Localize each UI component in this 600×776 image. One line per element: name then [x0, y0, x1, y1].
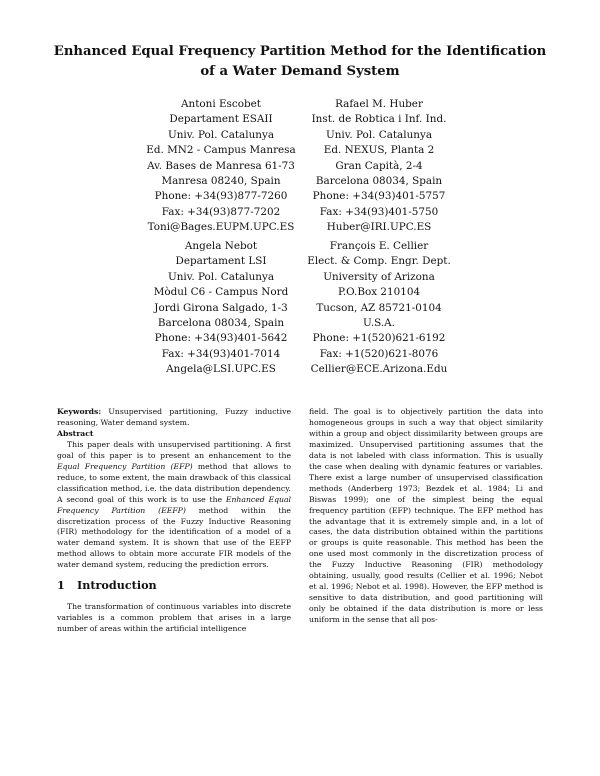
author-fax: Fax: +34(93)401-7014: [161, 347, 281, 360]
keywords-label: Keywords:: [57, 407, 102, 416]
author-address: Ed. NEXUS, Planta 2: [323, 144, 435, 157]
author-affiliation: Univ. Pol. Catalunya: [167, 270, 275, 283]
author-address: Ed. MN2 - Campus Manresa: [146, 144, 296, 157]
abstract-text: method that allows to reduce, to some extent, the main drawback of this classical classification method, i.e. the data distribution dependency. A second goal of this work is to use the: [57, 461, 291, 504]
author-email: Cellier@ECE.Arizona.Edu: [310, 363, 448, 376]
abstract-heading: Abstract: [57, 428, 94, 438]
author-name: Antoni Escobet: [181, 98, 261, 110]
author-affiliation: Departament LSI: [175, 255, 267, 268]
left-column: [57, 407, 291, 635]
author-affiliation: Departament ESAII: [169, 113, 273, 126]
author-address: U.S.A.: [363, 317, 395, 330]
author-block: [298, 239, 460, 378]
section-title: Introduction: [77, 578, 157, 593]
author-name: Angela Nebot: [184, 240, 258, 252]
paper-title: [40, 42, 560, 82]
abstract-body: [57, 440, 291, 571]
keywords: [57, 407, 291, 429]
author-fax: Fax: +34(93)401-5750: [319, 205, 439, 218]
right-column: [309, 407, 543, 626]
keywords-text: Unsupervised partitioning, Fuzzy inductive reasoning, Water demand system.: [57, 407, 292, 427]
abstract-emphasis: Equal Frequency Partition (EFP): [57, 461, 193, 471]
intro-paragraph-continued: field. The goal is to objectively partition the data into homogeneous groups in such a way that object similarity within a group and object dissimilarity between groups are maximized. Unsupervised partitioning assumes that the data is not labeled with class information. This is usually the case when dealing with dynamic features or variables. There exist a large number of unsupervised classification methods (Anderberg 1973; Bezdek et al. 1984; Li and Biswas 1999); one of the simplest being the equal frequency partition (EFP) technique. The EFP method has the advantage that it is extremely simple and, in a lot of cases, the data distribution obtained within the partitions or groups is quite reasonable. This method has been the one used most commonly in the discretization process of the Fuzzy Inductive Reasoning (FIR) methodology obtaining, usually, good results (Cellier et al. 1996; Nebot et al. 1996; Nebot et al. 1998). However, the EFP method is sensitive to data distribution, and good partitioning will only be obtained if the data distribution is more or less uniform in the sense that all pos-: [309, 407, 543, 625]
author-affiliation: Inst. de Robtica i Inf. Ind.: [311, 113, 447, 126]
author-address: Av. Bases de Manresa 61-73: [147, 159, 295, 172]
abstract-emphasis: Enhanced Equal Frequency Partition (EEFP): [57, 494, 291, 515]
author-affiliation: Univ. Pol. Catalunya: [167, 128, 275, 141]
abstract-text: This paper deals with unsupervised partitioning. A first goal of this paper is to present an enhancement to the: [57, 439, 291, 460]
author-fax: Fax: +34(93)877-7202: [161, 205, 281, 218]
author-phone: Phone: +34(93)877-7260: [154, 190, 288, 203]
author-address: Barcelona 08034, Spain: [315, 175, 443, 188]
section-number: 1: [57, 578, 65, 593]
section-heading: [57, 580, 291, 591]
author-affiliation: Univ. Pol. Catalunya: [325, 128, 433, 141]
author-address: P.O.Box 210104: [337, 286, 421, 299]
author-block: [140, 97, 302, 236]
author-name: François E. Cellier: [329, 240, 429, 252]
abstract-text: method within the discretization process of the Fuzzy Inductive Reasoning (FIR) methodology for the identification of a model of a water demand system. It is shown that use of the EEFP method allows to obtain more accurate FIR models of the water demand system, reducing the prediction errors.: [57, 505, 291, 570]
title-line-2: of a Water Demand System: [200, 64, 400, 79]
author-phone: Phone: +34(93)401-5757: [312, 190, 446, 203]
author-address: Tucson, AZ 85721-0104: [316, 301, 442, 314]
author-address: Gran Capità, 2-4: [335, 159, 423, 172]
author-email: Toni@Bages.EUPM.UPC.ES: [147, 221, 295, 234]
author-phone: Phone: +1(520)621-6192: [312, 332, 446, 345]
author-address: Barcelona 08034, Spain: [157, 317, 285, 330]
author-fax: Fax: +1(520)621-8076: [319, 347, 439, 360]
author-address: Manresa 08240, Spain: [161, 175, 281, 188]
author-name: Rafael M. Huber: [335, 98, 423, 110]
intro-paragraph: The transformation of continuous variables into discrete variables is a common problem that arises in a large number of areas within the artificial intelligence: [57, 602, 291, 634]
author-address: Jordi Girona Salgado, 1-3: [154, 301, 288, 314]
author-email: Huber@IRI.UPC.ES: [326, 221, 432, 234]
author-address: Mòdul C6 - Campus Nord: [153, 286, 289, 299]
author-block: [140, 239, 302, 378]
author-affiliation: Elect. & Comp. Engr. Dept.: [307, 255, 451, 268]
author-email: Angela@LSI.UPC.ES: [166, 363, 276, 376]
author-affiliation: University of Arizona: [323, 270, 435, 283]
author-phone: Phone: +34(93)401-5642: [154, 332, 288, 345]
title-line-1: Enhanced Equal Frequency Partition Method for the Identification: [53, 44, 547, 59]
author-block: [298, 97, 460, 236]
